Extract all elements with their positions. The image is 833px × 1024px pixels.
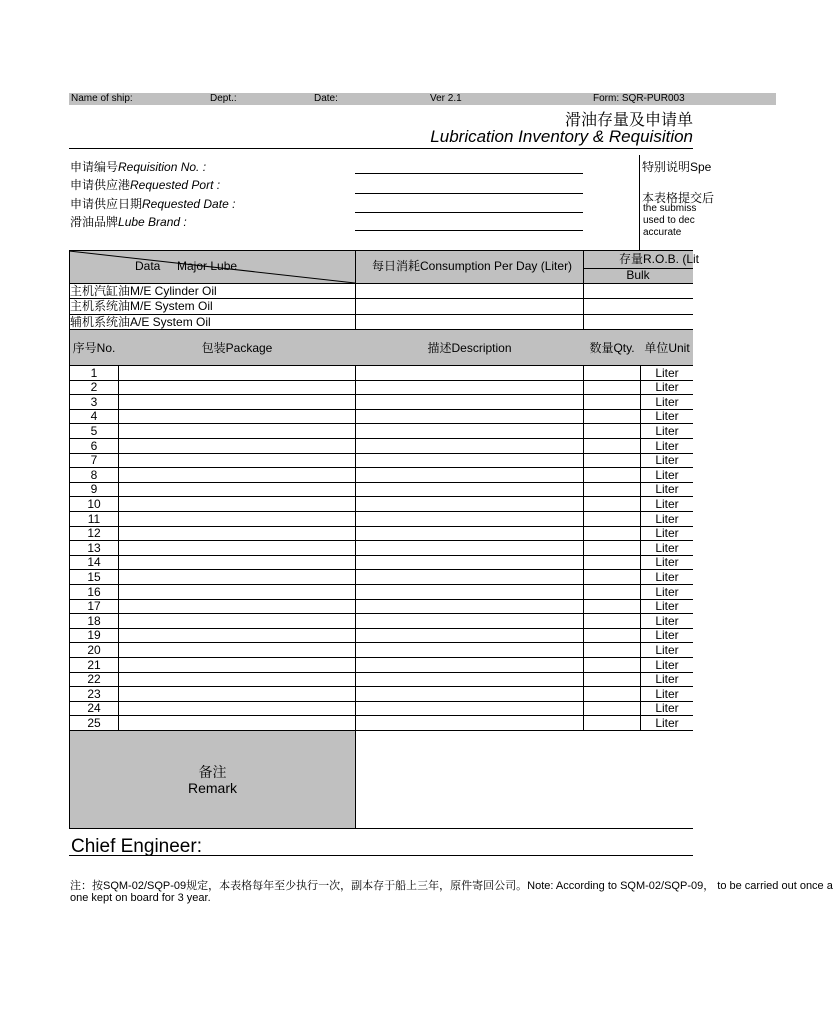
row-number: 24 xyxy=(87,701,101,716)
row-number: 12 xyxy=(87,526,101,541)
row-number: 16 xyxy=(87,584,101,599)
special-label: 特别说明Spe xyxy=(642,160,712,174)
row-number: 22 xyxy=(87,672,101,687)
row-number: 15 xyxy=(87,569,101,584)
row-unit: Liter xyxy=(655,496,679,511)
row-unit: Liter xyxy=(655,409,679,424)
row-number: 5 xyxy=(90,423,98,438)
row-unit: Liter xyxy=(655,686,679,701)
row-number: 6 xyxy=(90,438,98,453)
header-no: 序号No. xyxy=(72,341,116,355)
row-unit: Liter xyxy=(655,599,679,614)
row-unit: Liter xyxy=(655,394,679,409)
row-number: 10 xyxy=(87,496,101,511)
header-description: 描述Description xyxy=(427,341,512,355)
version-label: Ver 2.1 xyxy=(430,93,462,104)
row-unit: Liter xyxy=(655,540,679,555)
row-me-cylinder-oil: 主机汽缸油M/E Cylinder Oil xyxy=(70,284,217,298)
requisition-no-label: 申请编号Requisition No. : xyxy=(70,160,207,174)
row-ae-system-oil: 辅机系统油A/E System Oil xyxy=(70,315,211,329)
row-number: 2 xyxy=(90,380,98,395)
row-number: 19 xyxy=(87,628,101,643)
remark-en: Remark xyxy=(187,780,237,796)
header-qty: 数量Qty. xyxy=(589,341,635,355)
row-unit: Liter xyxy=(655,642,679,657)
bulk-header: Bulk xyxy=(626,268,650,282)
special-cn-line: 本表格提交后 xyxy=(642,191,715,205)
footer-note-line-1: 注：按SQM-02/SQP-09规定，本表格每年至少执行一次，副本存于船上三年，原件寄回公司。Note: According to SQM-02/SQP-09， to be carried out once a xyxy=(70,880,833,892)
diagonal-major-lube-label: Major Lube xyxy=(177,259,238,273)
header-package: 包装Package xyxy=(201,341,273,355)
header-unit: 单位Unit xyxy=(644,341,690,355)
special-en-line-2: used to dec xyxy=(643,215,695,226)
row-number: 14 xyxy=(87,555,101,570)
row-unit: Liter xyxy=(655,511,679,526)
row-number: 11 xyxy=(87,511,101,526)
row-number: 9 xyxy=(90,482,98,497)
row-unit: Liter xyxy=(655,438,679,453)
requested-date-label: 申请供应日期Requested Date : xyxy=(70,197,236,211)
row-unit: Liter xyxy=(655,701,679,716)
row-number: 21 xyxy=(87,657,101,672)
row-unit: Liter xyxy=(655,423,679,438)
row-number: 4 xyxy=(90,409,98,424)
row-unit: Liter xyxy=(655,380,679,395)
row-unit: Liter xyxy=(655,613,679,628)
row-unit: Liter xyxy=(655,482,679,497)
row-unit: Liter xyxy=(655,715,679,730)
row-unit: Liter xyxy=(655,467,679,482)
diagonal-data-label: Data xyxy=(135,259,161,273)
consumption-header: 每日消耗Consumption Per Day (Liter) xyxy=(372,259,573,273)
remark-field[interactable] xyxy=(356,731,693,828)
dept-label: Dept.: xyxy=(210,93,237,104)
row-unit: Liter xyxy=(655,584,679,599)
row-unit: Liter xyxy=(655,555,679,570)
row-unit: Liter xyxy=(655,672,679,687)
row-me-system-oil: 主机系统油M/E System Oil xyxy=(70,299,213,313)
row-number: 13 xyxy=(87,540,101,555)
special-en-line-1: the submiss xyxy=(643,203,697,214)
row-number: 8 xyxy=(90,467,98,482)
requested-port-label: 申请供应港Requested Port : xyxy=(70,178,221,192)
row-number: 3 xyxy=(90,394,98,409)
name-of-ship-label: Name of ship: xyxy=(71,93,133,104)
chief-engineer-label: Chief Engineer: xyxy=(71,836,202,857)
row-unit: Liter xyxy=(655,526,679,541)
footer-note-line-2: one kept on board for 3 year. xyxy=(70,892,211,904)
row-number: 17 xyxy=(87,599,101,614)
row-unit: Liter xyxy=(655,365,679,380)
row-number: 1 xyxy=(90,365,98,380)
form-number-label: Form: SQR-PUR003 xyxy=(593,93,685,104)
lube-brand-label: 滑油品牌Lube Brand : xyxy=(70,215,187,229)
remark-cn: 备注 xyxy=(198,764,227,780)
row-unit: Liter xyxy=(655,628,679,643)
rob-header: 存量R.O.B. (Lit xyxy=(619,252,700,266)
title-chinese: 滑油存量及申请单 xyxy=(564,112,693,129)
row-unit: Liter xyxy=(655,453,679,468)
row-unit: Liter xyxy=(655,657,679,672)
title-english: Lubrication Inventory & Requisition xyxy=(430,127,693,146)
row-number: 20 xyxy=(87,642,101,657)
row-unit: Liter xyxy=(655,569,679,584)
special-en-line-3: accurate xyxy=(643,227,682,238)
row-number: 18 xyxy=(87,613,101,628)
row-number: 23 xyxy=(87,686,101,701)
row-number: 25 xyxy=(87,715,101,730)
row-number: 7 xyxy=(90,453,98,468)
date-label: Date: xyxy=(314,93,338,104)
